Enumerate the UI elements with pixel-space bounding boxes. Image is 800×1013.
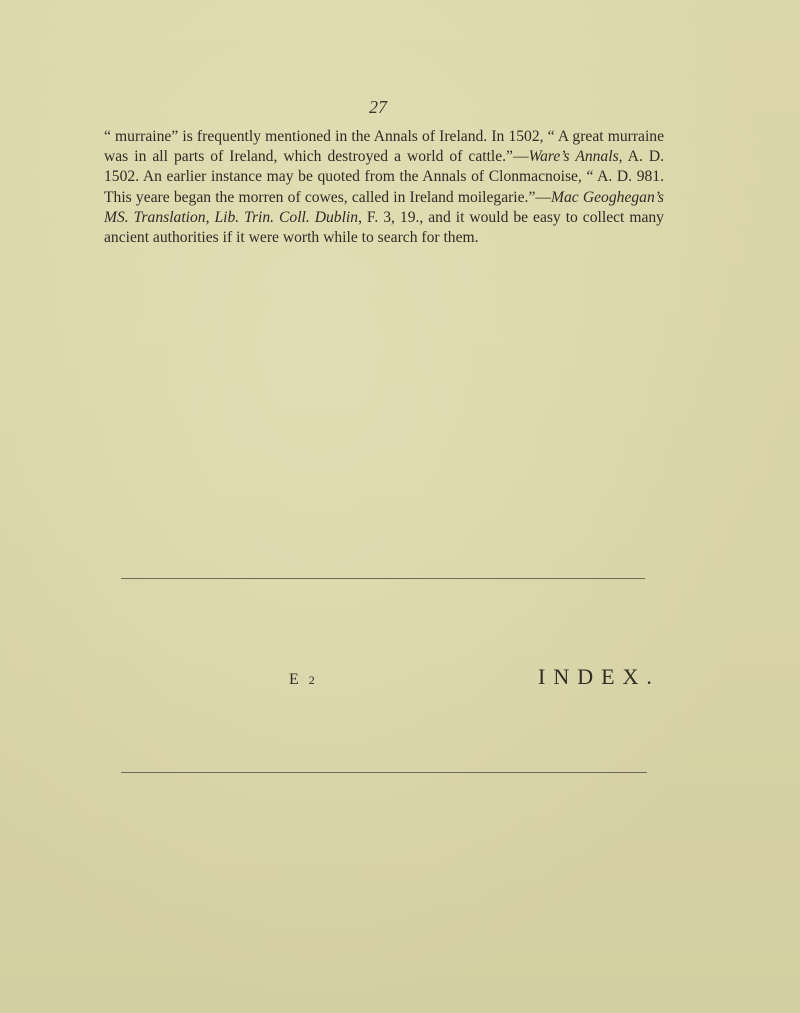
divider-rule-bottom xyxy=(121,772,647,773)
index-heading: INDEX. xyxy=(538,664,660,689)
page-number: 27 xyxy=(369,97,387,117)
citation-mac-geoghegan: Mac Geoghegan’s MS. Translation, Lib. Trin. Coll. Dublin xyxy=(104,188,665,226)
signature-letter: E xyxy=(289,671,302,688)
paragraph-text-3: , F. 3, 19., and it would be easy to collect many ancient authorities if it were worth while to search for them. xyxy=(104,208,664,247)
signature-number: 2 xyxy=(308,673,315,687)
paragraph-text-1: “ murraine” is frequently mentioned in the Annals of Ireland. In 1502, “ A great murraine was in all parts of Ireland, which destroyed a world of cattle.”— xyxy=(104,128,664,166)
divider-rule-top xyxy=(121,578,645,579)
paragraph-text-2: , A. D. 1502. An earlier instance may be quoted from the Annals of Clonmacnoise, “ A. D. 981. This yeare began the morren of cowes, called in Ireland moilegarie.”— xyxy=(104,148,665,206)
citation-ware-annals: Ware’s Annals xyxy=(528,148,619,166)
footnote-paragraph xyxy=(104,127,664,248)
signature-mark xyxy=(289,671,315,689)
